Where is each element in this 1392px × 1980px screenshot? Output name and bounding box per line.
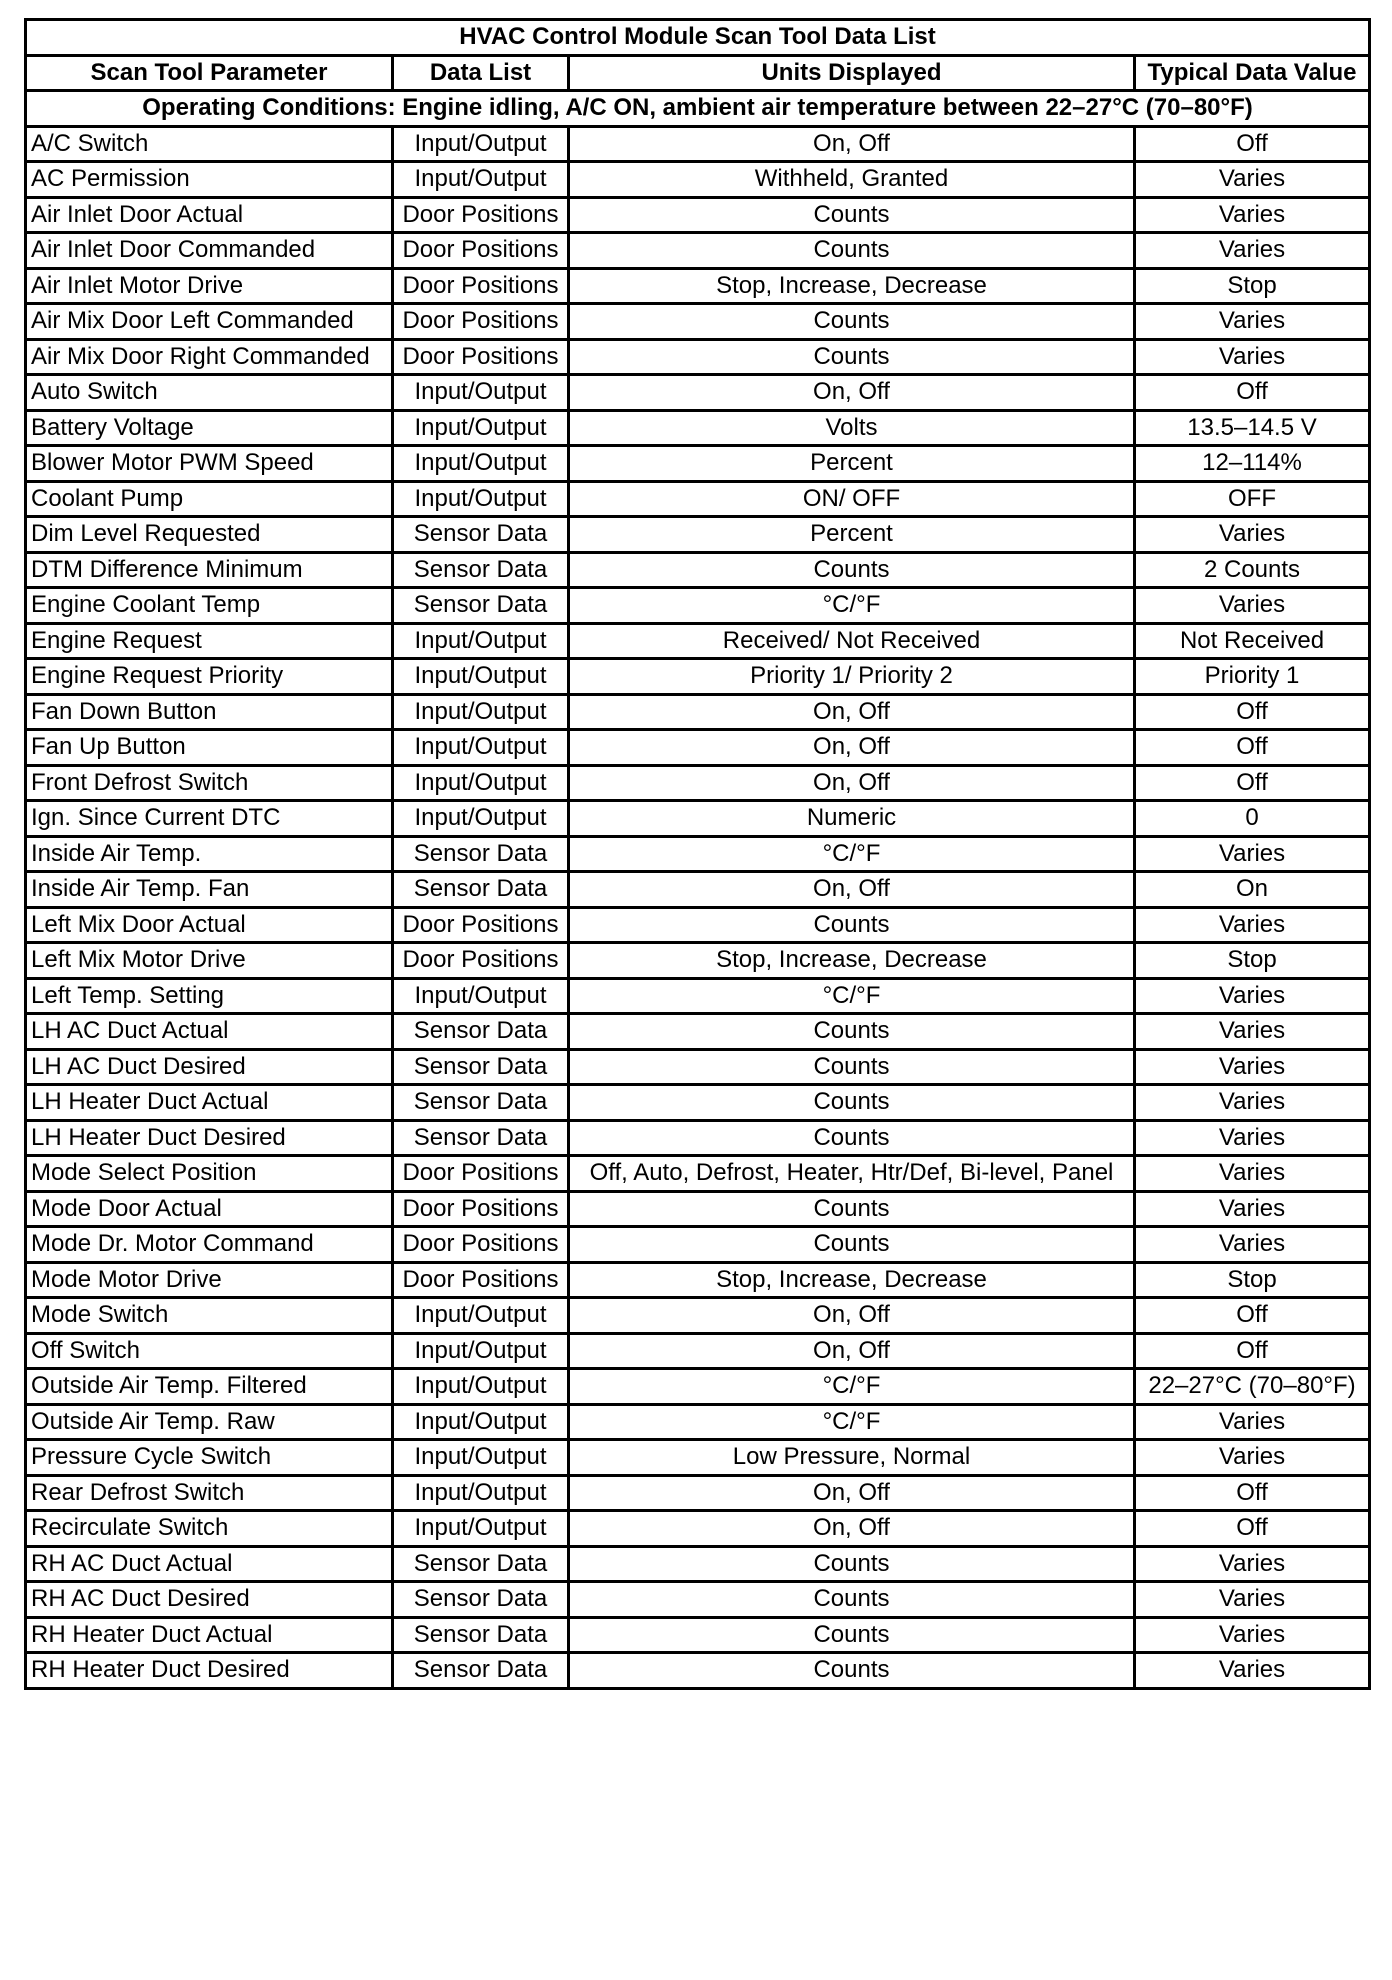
table-row xyxy=(26,1156,1370,1192)
cell-typical-value: Varies xyxy=(1135,1014,1370,1050)
cell-parameter: Engine Coolant Temp xyxy=(26,588,393,624)
cell-parameter: Ign. Since Current DTC xyxy=(26,801,393,837)
cell-typical-value: Off xyxy=(1135,375,1370,411)
cell-parameter: Mode Motor Drive xyxy=(26,1262,393,1298)
table-row xyxy=(26,1049,1370,1085)
cell-units: ON/ OFF xyxy=(569,481,1135,517)
table-row xyxy=(26,1546,1370,1582)
table-row xyxy=(26,1191,1370,1227)
cell-parameter: Pressure Cycle Switch xyxy=(26,1440,393,1476)
cell-typical-value: Not Received xyxy=(1135,623,1370,659)
table-row xyxy=(26,162,1370,198)
cell-units: Priority 1/ Priority 2 xyxy=(569,659,1135,695)
cell-parameter: AC Permission xyxy=(26,162,393,198)
table-row xyxy=(26,1617,1370,1653)
cell-typical-value: Varies xyxy=(1135,1582,1370,1618)
header-units: Units Displayed xyxy=(569,55,1135,91)
cell-typical-value: Priority 1 xyxy=(1135,659,1370,695)
scan-tool-data-table xyxy=(24,18,1371,1690)
header-typical-value: Typical Data Value xyxy=(1135,55,1370,91)
cell-units: Counts xyxy=(569,1191,1135,1227)
cell-data-list: Input/Output xyxy=(393,481,569,517)
header-parameter: Scan Tool Parameter xyxy=(26,55,393,91)
table-title: HVAC Control Module Scan Tool Data List xyxy=(26,20,1370,56)
cell-units: Stop, Increase, Decrease xyxy=(569,943,1135,979)
cell-typical-value: Off xyxy=(1135,1475,1370,1511)
operating-conditions: Operating Conditions: Engine idling, A/C ON, ambient air temperature between 22–27°C (70–80°F) xyxy=(26,91,1370,127)
cell-typical-value: Stop xyxy=(1135,943,1370,979)
cell-typical-value: Varies xyxy=(1135,1546,1370,1582)
cell-data-list: Sensor Data xyxy=(393,1546,569,1582)
cell-typical-value: Varies xyxy=(1135,1404,1370,1440)
cell-parameter: Engine Request Priority xyxy=(26,659,393,695)
table-row xyxy=(26,1120,1370,1156)
cell-units: Volts xyxy=(569,410,1135,446)
cell-units: °C/°F xyxy=(569,1369,1135,1405)
table-row xyxy=(26,1653,1370,1689)
table-header-row xyxy=(26,55,1370,91)
cell-data-list: Input/Output xyxy=(393,1404,569,1440)
cell-units: °C/°F xyxy=(569,1404,1135,1440)
cell-units: Counts xyxy=(569,1014,1135,1050)
cell-data-list: Input/Output xyxy=(393,1511,569,1547)
cell-data-list: Input/Output xyxy=(393,765,569,801)
cell-data-list: Door Positions xyxy=(393,1156,569,1192)
table-row xyxy=(26,375,1370,411)
table-row xyxy=(26,801,1370,837)
table-row xyxy=(26,1298,1370,1334)
cell-parameter: A/C Switch xyxy=(26,126,393,162)
table-row xyxy=(26,233,1370,269)
table-row xyxy=(26,1369,1370,1405)
cell-units: Withheld, Granted xyxy=(569,162,1135,198)
cell-parameter: RH Heater Duct Desired xyxy=(26,1653,393,1689)
table-row xyxy=(26,446,1370,482)
cell-parameter: Auto Switch xyxy=(26,375,393,411)
table-row xyxy=(26,623,1370,659)
cell-data-list: Door Positions xyxy=(393,1227,569,1263)
cell-parameter: Mode Door Actual xyxy=(26,1191,393,1227)
cell-parameter: Air Mix Door Right Commanded xyxy=(26,339,393,375)
table-row xyxy=(26,978,1370,1014)
cell-parameter: Mode Switch xyxy=(26,1298,393,1334)
cell-units: Counts xyxy=(569,1653,1135,1689)
cell-parameter: Off Switch xyxy=(26,1333,393,1369)
cell-units: °C/°F xyxy=(569,588,1135,624)
cell-parameter: Inside Air Temp. xyxy=(26,836,393,872)
cell-data-list: Sensor Data xyxy=(393,1049,569,1085)
table-title-row xyxy=(26,20,1370,56)
cell-typical-value: 22–27°C (70–80°F) xyxy=(1135,1369,1370,1405)
cell-typical-value: Varies xyxy=(1135,1227,1370,1263)
cell-units: Counts xyxy=(569,1617,1135,1653)
cell-units: °C/°F xyxy=(569,978,1135,1014)
cell-data-list: Input/Output xyxy=(393,694,569,730)
cell-parameter: LH Heater Duct Desired xyxy=(26,1120,393,1156)
cell-typical-value: Varies xyxy=(1135,907,1370,943)
cell-typical-value: Varies xyxy=(1135,836,1370,872)
cell-data-list: Input/Output xyxy=(393,1475,569,1511)
cell-typical-value: Off xyxy=(1135,1333,1370,1369)
cell-parameter: DTM Difference Minimum xyxy=(26,552,393,588)
cell-parameter: Battery Voltage xyxy=(26,410,393,446)
cell-units: On, Off xyxy=(569,765,1135,801)
table-row xyxy=(26,1511,1370,1547)
cell-typical-value: On xyxy=(1135,872,1370,908)
table-row xyxy=(26,730,1370,766)
cell-parameter: Mode Dr. Motor Command xyxy=(26,1227,393,1263)
cell-data-list: Door Positions xyxy=(393,1262,569,1298)
cell-parameter: Blower Motor PWM Speed xyxy=(26,446,393,482)
cell-typical-value: 13.5–14.5 V xyxy=(1135,410,1370,446)
table-row xyxy=(26,943,1370,979)
table-row xyxy=(26,410,1370,446)
cell-typical-value: Varies xyxy=(1135,588,1370,624)
cell-data-list: Sensor Data xyxy=(393,1085,569,1121)
document-page xyxy=(24,18,1368,1690)
table-row xyxy=(26,1475,1370,1511)
cell-data-list: Input/Output xyxy=(393,162,569,198)
table-row xyxy=(26,1440,1370,1476)
cell-data-list: Input/Output xyxy=(393,978,569,1014)
cell-units: On, Off xyxy=(569,1298,1135,1334)
cell-typical-value: Varies xyxy=(1135,1085,1370,1121)
table-row xyxy=(26,872,1370,908)
cell-units: On, Off xyxy=(569,1475,1135,1511)
cell-parameter: Engine Request xyxy=(26,623,393,659)
cell-units: On, Off xyxy=(569,126,1135,162)
cell-typical-value: Varies xyxy=(1135,197,1370,233)
cell-parameter: Recirculate Switch xyxy=(26,1511,393,1547)
cell-units: Counts xyxy=(569,233,1135,269)
cell-units: Percent xyxy=(569,446,1135,482)
table-row xyxy=(26,1085,1370,1121)
cell-parameter: LH AC Duct Actual xyxy=(26,1014,393,1050)
cell-data-list: Door Positions xyxy=(393,304,569,340)
cell-data-list: Door Positions xyxy=(393,339,569,375)
cell-typical-value: Varies xyxy=(1135,162,1370,198)
cell-units: Low Pressure, Normal xyxy=(569,1440,1135,1476)
cell-units: Counts xyxy=(569,304,1135,340)
table-row xyxy=(26,694,1370,730)
cell-data-list: Door Positions xyxy=(393,1191,569,1227)
cell-typical-value: Off xyxy=(1135,765,1370,801)
cell-units: Counts xyxy=(569,1227,1135,1263)
cell-parameter: Fan Down Button xyxy=(26,694,393,730)
cell-typical-value: Off xyxy=(1135,730,1370,766)
table-body xyxy=(26,126,1370,1688)
cell-data-list: Input/Output xyxy=(393,659,569,695)
cell-units: Numeric xyxy=(569,801,1135,837)
cell-units: Counts xyxy=(569,1049,1135,1085)
cell-units: Counts xyxy=(569,1546,1135,1582)
cell-units: Counts xyxy=(569,907,1135,943)
cell-units: Off, Auto, Defrost, Heater, Htr/Def, Bi-level, Panel xyxy=(569,1156,1135,1192)
cell-data-list: Input/Output xyxy=(393,1369,569,1405)
table-row xyxy=(26,1582,1370,1618)
cell-parameter: Outside Air Temp. Raw xyxy=(26,1404,393,1440)
cell-data-list: Input/Output xyxy=(393,1333,569,1369)
cell-data-list: Input/Output xyxy=(393,1440,569,1476)
cell-units: Received/ Not Received xyxy=(569,623,1135,659)
table-row xyxy=(26,907,1370,943)
cell-data-list: Input/Output xyxy=(393,1298,569,1334)
cell-typical-value: Varies xyxy=(1135,1120,1370,1156)
cell-typical-value: 12–114% xyxy=(1135,446,1370,482)
table-row xyxy=(26,339,1370,375)
cell-typical-value: Stop xyxy=(1135,1262,1370,1298)
cell-parameter: Front Defrost Switch xyxy=(26,765,393,801)
table-row xyxy=(26,1014,1370,1050)
cell-parameter: RH Heater Duct Actual xyxy=(26,1617,393,1653)
cell-typical-value: Varies xyxy=(1135,339,1370,375)
cell-units: On, Off xyxy=(569,730,1135,766)
cell-typical-value: Off xyxy=(1135,126,1370,162)
cell-data-list: Sensor Data xyxy=(393,1653,569,1689)
table-row xyxy=(26,765,1370,801)
table-row xyxy=(26,268,1370,304)
cell-parameter: Air Mix Door Left Commanded xyxy=(26,304,393,340)
cell-units: Counts xyxy=(569,552,1135,588)
cell-units: Stop, Increase, Decrease xyxy=(569,268,1135,304)
cell-data-list: Door Positions xyxy=(393,233,569,269)
cell-typical-value: Varies xyxy=(1135,1191,1370,1227)
cell-data-list: Input/Output xyxy=(393,410,569,446)
cell-data-list: Input/Output xyxy=(393,801,569,837)
table-row xyxy=(26,126,1370,162)
table-row xyxy=(26,481,1370,517)
cell-data-list: Sensor Data xyxy=(393,1582,569,1618)
table-row xyxy=(26,1262,1370,1298)
cell-units: Counts xyxy=(569,1120,1135,1156)
cell-typical-value: Off xyxy=(1135,1298,1370,1334)
cell-typical-value: Varies xyxy=(1135,1617,1370,1653)
cell-data-list: Input/Output xyxy=(393,446,569,482)
cell-parameter: RH AC Duct Desired xyxy=(26,1582,393,1618)
cell-data-list: Door Positions xyxy=(393,197,569,233)
cell-data-list: Input/Output xyxy=(393,375,569,411)
table-row xyxy=(26,659,1370,695)
table-row xyxy=(26,517,1370,553)
cell-units: On, Off xyxy=(569,1511,1135,1547)
cell-typical-value: Varies xyxy=(1135,517,1370,553)
cell-parameter: Outside Air Temp. Filtered xyxy=(26,1369,393,1405)
cell-data-list: Input/Output xyxy=(393,730,569,766)
table-row xyxy=(26,588,1370,624)
cell-typical-value: Off xyxy=(1135,1511,1370,1547)
operating-conditions-row xyxy=(26,91,1370,127)
cell-data-list: Sensor Data xyxy=(393,1120,569,1156)
cell-units: °C/°F xyxy=(569,836,1135,872)
cell-parameter: Mode Select Position xyxy=(26,1156,393,1192)
cell-data-list: Sensor Data xyxy=(393,517,569,553)
cell-typical-value: Varies xyxy=(1135,233,1370,269)
cell-parameter: Left Temp. Setting xyxy=(26,978,393,1014)
cell-data-list: Input/Output xyxy=(393,623,569,659)
cell-parameter: Inside Air Temp. Fan xyxy=(26,872,393,908)
cell-typical-value: Varies xyxy=(1135,978,1370,1014)
cell-parameter: Air Inlet Motor Drive xyxy=(26,268,393,304)
cell-typical-value: OFF xyxy=(1135,481,1370,517)
table-row xyxy=(26,304,1370,340)
cell-units: On, Off xyxy=(569,375,1135,411)
cell-data-list: Sensor Data xyxy=(393,872,569,908)
cell-parameter: Air Inlet Door Actual xyxy=(26,197,393,233)
cell-typical-value: 0 xyxy=(1135,801,1370,837)
cell-typical-value: Stop xyxy=(1135,268,1370,304)
cell-units: On, Off xyxy=(569,694,1135,730)
cell-typical-value: 2 Counts xyxy=(1135,552,1370,588)
cell-data-list: Door Positions xyxy=(393,943,569,979)
cell-parameter: Left Mix Motor Drive xyxy=(26,943,393,979)
cell-typical-value: Varies xyxy=(1135,1653,1370,1689)
cell-units: Counts xyxy=(569,197,1135,233)
table-row xyxy=(26,197,1370,233)
cell-data-list: Door Positions xyxy=(393,268,569,304)
cell-data-list: Sensor Data xyxy=(393,588,569,624)
table-row xyxy=(26,1333,1370,1369)
cell-parameter: RH AC Duct Actual xyxy=(26,1546,393,1582)
cell-typical-value: Varies xyxy=(1135,304,1370,340)
table-row xyxy=(26,1227,1370,1263)
cell-units: On, Off xyxy=(569,872,1135,908)
cell-units: Percent xyxy=(569,517,1135,553)
cell-units: Counts xyxy=(569,1582,1135,1618)
cell-parameter: Coolant Pump xyxy=(26,481,393,517)
cell-data-list: Door Positions xyxy=(393,907,569,943)
cell-parameter: Left Mix Door Actual xyxy=(26,907,393,943)
cell-typical-value: Varies xyxy=(1135,1440,1370,1476)
cell-parameter: LH Heater Duct Actual xyxy=(26,1085,393,1121)
cell-parameter: LH AC Duct Desired xyxy=(26,1049,393,1085)
cell-units: Counts xyxy=(569,339,1135,375)
cell-parameter: Air Inlet Door Commanded xyxy=(26,233,393,269)
cell-units: On, Off xyxy=(569,1333,1135,1369)
table-row xyxy=(26,552,1370,588)
cell-data-list: Sensor Data xyxy=(393,836,569,872)
cell-parameter: Fan Up Button xyxy=(26,730,393,766)
cell-parameter: Rear Defrost Switch xyxy=(26,1475,393,1511)
cell-typical-value: Off xyxy=(1135,694,1370,730)
header-data-list: Data List xyxy=(393,55,569,91)
cell-parameter: Dim Level Requested xyxy=(26,517,393,553)
cell-units: Stop, Increase, Decrease xyxy=(569,1262,1135,1298)
cell-typical-value: Varies xyxy=(1135,1156,1370,1192)
cell-data-list: Sensor Data xyxy=(393,552,569,588)
cell-units: Counts xyxy=(569,1085,1135,1121)
table-row xyxy=(26,1404,1370,1440)
cell-data-list: Input/Output xyxy=(393,126,569,162)
table-row xyxy=(26,836,1370,872)
cell-data-list: Sensor Data xyxy=(393,1014,569,1050)
cell-typical-value: Varies xyxy=(1135,1049,1370,1085)
cell-data-list: Sensor Data xyxy=(393,1617,569,1653)
